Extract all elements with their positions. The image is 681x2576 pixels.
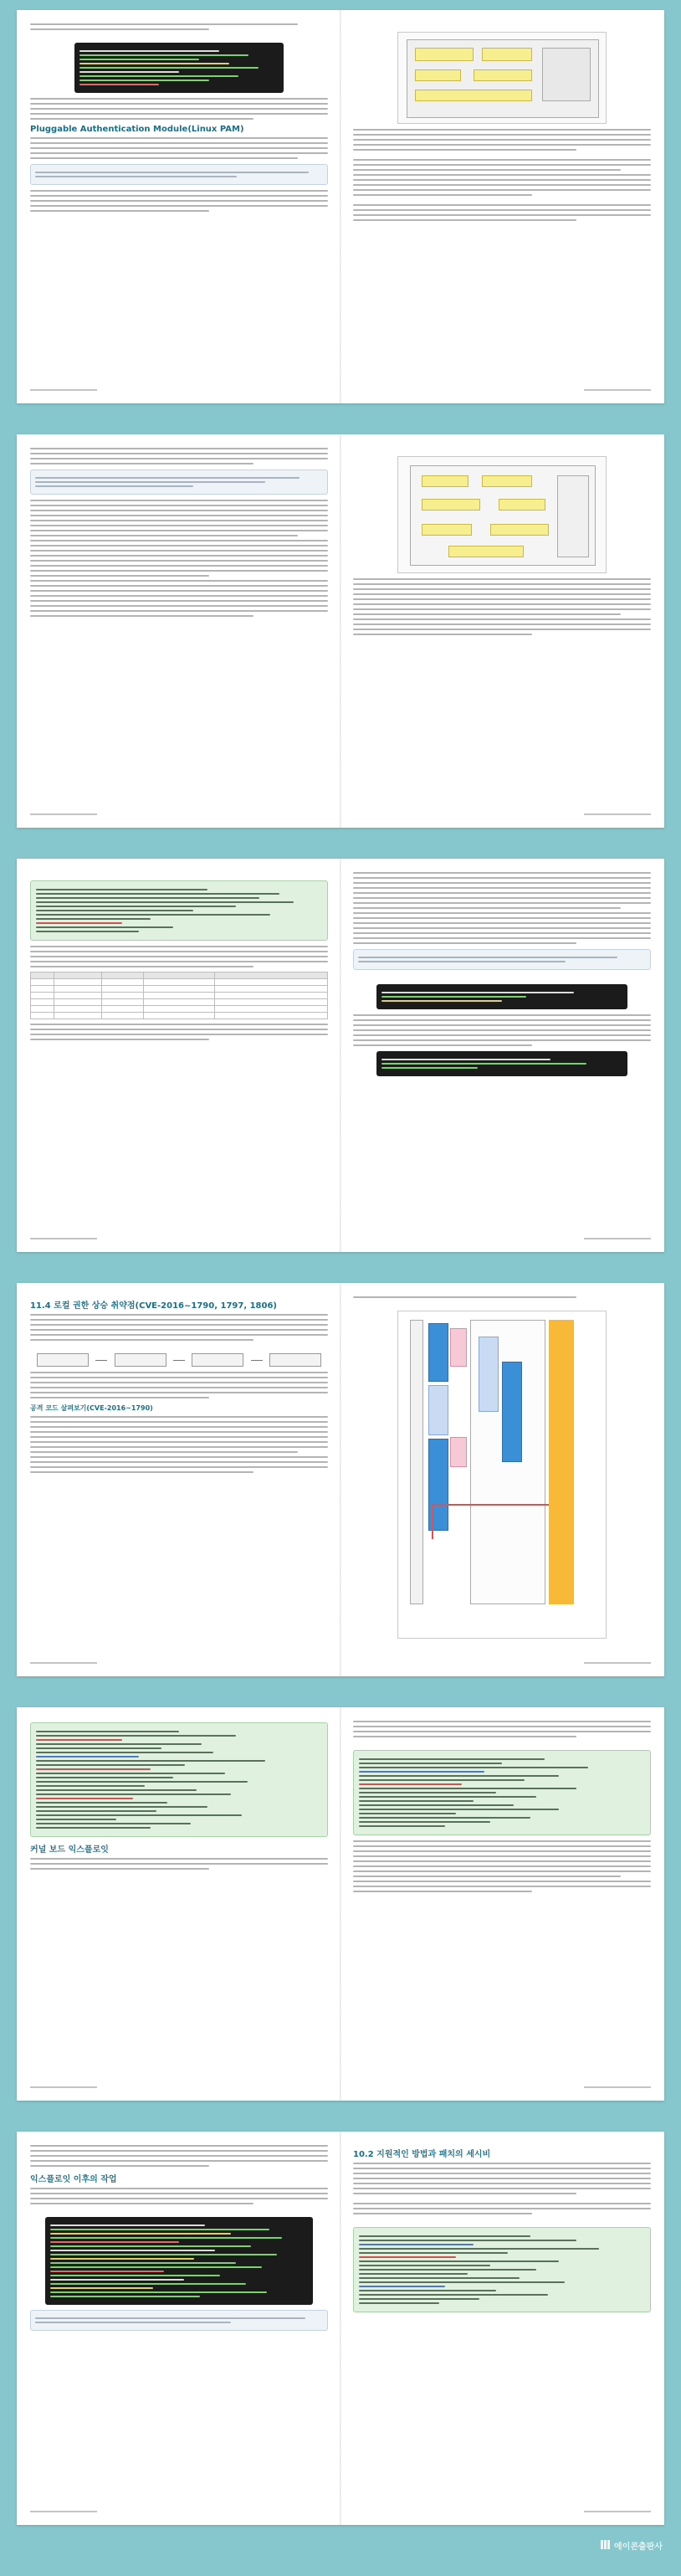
code-listing: [30, 1722, 328, 1837]
terminal-screenshot: [376, 1051, 627, 1076]
terminal-screenshot: [45, 2217, 313, 2305]
page-footer: [30, 811, 328, 818]
page-left-5: [30, 1717, 328, 2091]
page-right-3: [353, 869, 651, 1242]
figure-caption: [353, 1301, 651, 1306]
book-gutter: [340, 10, 341, 403]
figure-caption: [353, 23, 651, 27]
figure-caption: [353, 447, 651, 451]
book-gutter: [340, 1707, 341, 2101]
section-heading: 11.4 로컬 권한 상승 취약점(CVE-2016~1790, 1797, 1806): [30, 1301, 278, 1311]
page-right-4: [353, 1293, 651, 1666]
note-box: [353, 949, 651, 970]
page-right-1: [353, 20, 651, 393]
page-footer: [353, 1660, 651, 1666]
note-box: [30, 470, 328, 495]
page-right-5: [353, 1717, 651, 2091]
figure-caption: [353, 2218, 651, 2222]
book-gutter: [340, 2132, 341, 2525]
code-listing: [353, 1750, 651, 1835]
page-footer: [30, 2508, 328, 2515]
terminal-screenshot: [74, 43, 284, 93]
note-box: [30, 164, 328, 185]
page-footer: [30, 387, 328, 393]
process-flow: [37, 1353, 321, 1367]
book-gutter: [340, 859, 341, 1252]
book-gutter: [340, 434, 341, 828]
figure-caption: [30, 2208, 328, 2212]
book-gutter: [340, 1283, 341, 1676]
code-listing: [353, 2227, 651, 2312]
figure-caption: [30, 33, 328, 38]
page-footer: [353, 811, 651, 818]
figure-caption: [30, 1344, 328, 1348]
page-left-4: [30, 1293, 328, 1666]
spread-3: [17, 859, 664, 1252]
page-right-6: [353, 2142, 651, 2515]
page-right-2: [353, 444, 651, 818]
page-footer: [353, 2084, 651, 2091]
code-listing: [30, 880, 328, 941]
spread-1: [17, 10, 664, 403]
page-footer: [30, 1235, 328, 1242]
terminal-screenshot: [376, 984, 627, 1009]
flow-node: [269, 1353, 321, 1367]
figure-caption: [353, 975, 651, 979]
memory-layout-diagram: [397, 1311, 607, 1639]
section-heading: 커널 보드 익스플로잇: [30, 1845, 109, 1855]
page-footer: [353, 1235, 651, 1242]
page-footer: [353, 2508, 651, 2515]
page-left-1: [30, 20, 328, 393]
figure-caption: [30, 871, 328, 875]
figure-caption: [353, 1741, 651, 1745]
spread-4: [17, 1283, 664, 1676]
data-table: [30, 972, 328, 1019]
flow-diagram: [397, 456, 607, 573]
flow-node: [37, 1353, 89, 1367]
flow-node: [192, 1353, 243, 1367]
publisher-mark-icon: [601, 2540, 611, 2552]
page-left-3: [30, 869, 328, 1242]
section-heading: Pluggable Authentication Module(Linux PAM): [30, 125, 244, 134]
page-footer: [30, 2084, 328, 2091]
spread-2: [17, 434, 664, 828]
subsection-heading: 공격 코드 살펴보기(CVE-2016~1790): [30, 1404, 153, 1412]
publisher-name: 에이콘출판사: [614, 2543, 663, 2552]
architecture-diagram: [397, 32, 607, 124]
page-left-2: [30, 444, 328, 818]
page-footer: [353, 387, 651, 393]
spread-5: [17, 1707, 664, 2101]
spread-6: [17, 2132, 664, 2525]
page-footer: [30, 1660, 328, 1666]
publisher-logo: [601, 2539, 663, 2552]
note-box: [30, 2310, 328, 2331]
page-left-6: [30, 2142, 328, 2515]
section-heading: 10.2 지원적인 방법과 패치의 세시비: [353, 2150, 491, 2159]
flow-node: [115, 1353, 166, 1367]
section-heading: 익스플로잇 이후의 작업: [30, 2175, 117, 2184]
